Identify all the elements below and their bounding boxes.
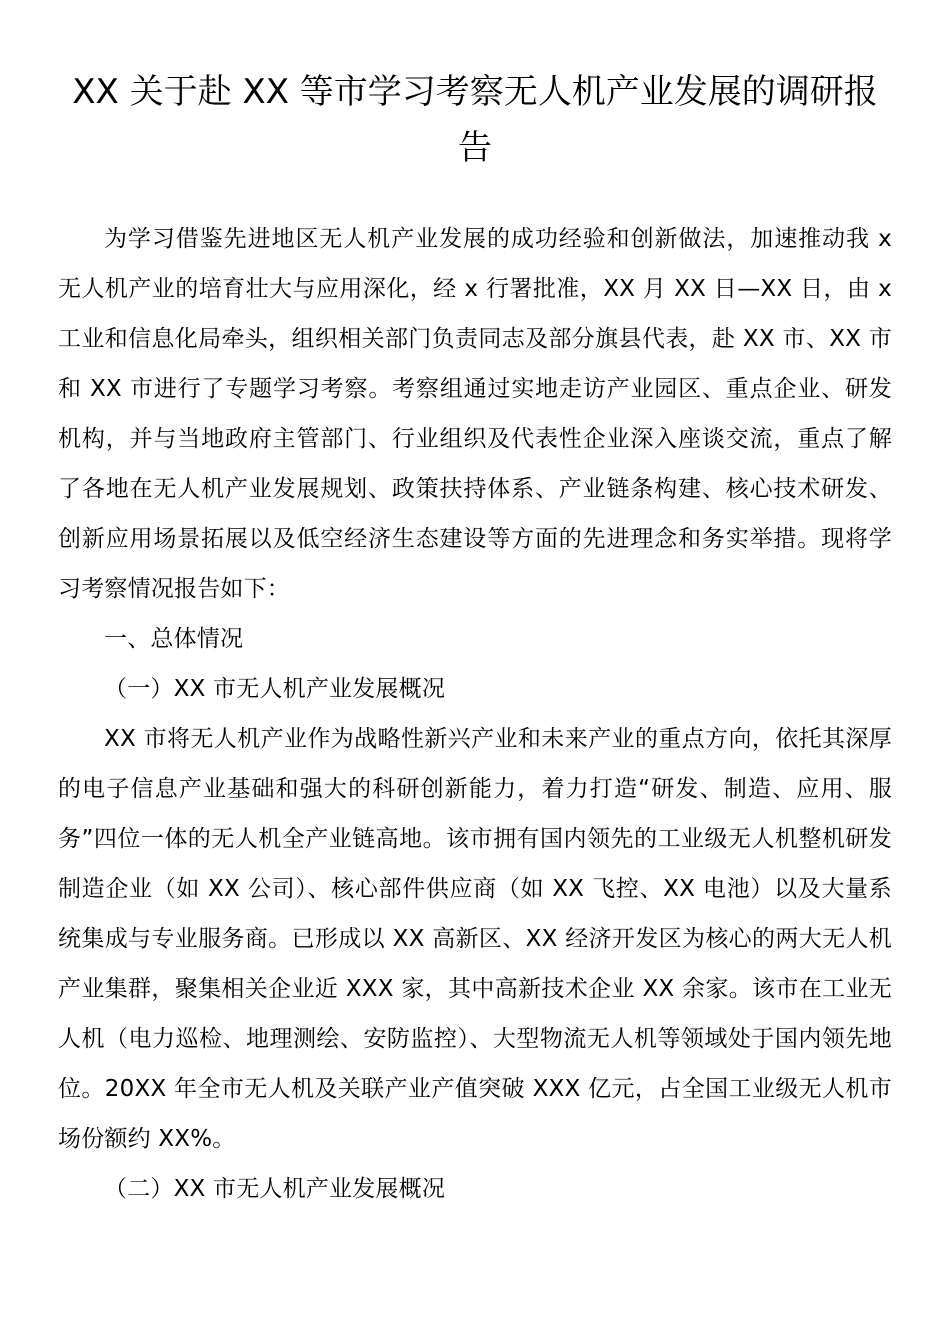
document-title: XX 关于赴 XX 等市学习考察无人机产业发展的调研报告 bbox=[72, 72, 878, 168]
subsection-heading-city-2: （二）XX 市无人机产业发展概况 bbox=[104, 1176, 446, 1202]
document-page bbox=[58, 64, 892, 1214]
document-body bbox=[58, 214, 892, 1214]
section-heading-overview: 一、总体情况 bbox=[104, 626, 244, 652]
city-1-paragraph: XX 市将无人机产业作为战略性新兴产业和未来产业的重点方向，依托其深厚的电子信息产业基础和强大的科研创新能力，着力打造“研发、制造、应用、服务”四位一体的无人机全产业链高地。该市拥有国内领先的工业级无人机整机研发制造企业（如 XX 公司）、核心部件供应商（如 XX 飞控、XX 电池）以及大量系统集成与专业服务商。已形成以 XX 高新区、XX 经济开发区为核心的两大无人机产业集群，聚集相关企业近 XXX 家，其中高新技术企业 XX 余家。该市在工业无人机（电力巡检、地理测绘、安防监控）、大型物流无人机等领域处于国内领先地位。20XX 年全市无人机及关联产业产值突破 XXX 亿元，占全国工业级无人机市场份额约 XX%。 bbox=[58, 726, 892, 1152]
intro-paragraph: 为学习借鉴先进地区无人机产业发展的成功经验和创新做法，加速推动我 x 无人机产业的培育壮大与应用深化，经 x 行署批准，XX 月 XX 日—XX 日，由 x 工业和信息化局牵头，组织相关部门负责同志及部分旗县代表，赴 XX 市、XX 市和 XX 市进行了专题学习考察。考察组通过实地走访产业园区、重点企业、研发机构，并与当地政府主管部门、行业组织及代表性企业深入座谈交流，重点了解了各地在无人机产业发展规划、政策扶持体系、产业链条构建、核心技术研发、创新应用场景拓展以及低空经济生态建设等方面的先进理念和务实举措。现将学习考察情况报告如下： bbox=[58, 226, 892, 602]
subsection-heading-city-1: （一）XX 市无人机产业发展概况 bbox=[104, 676, 446, 702]
